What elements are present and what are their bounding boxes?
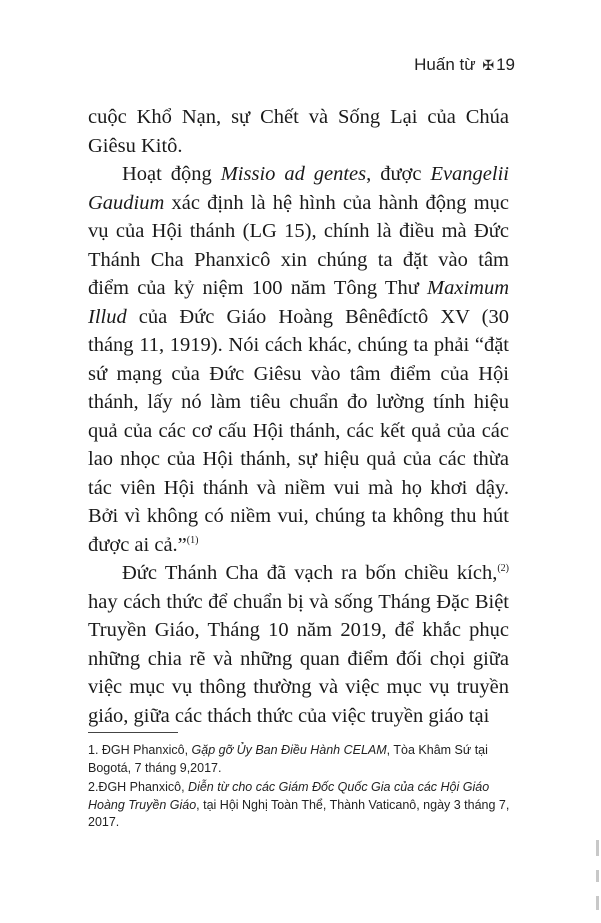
footnote-1-text-b: , Tòa Khâm Sứ tại Bogotá, 7 tháng 9,2017. xyxy=(88,743,488,775)
footnote-1 xyxy=(88,742,514,777)
footnote-2-text-a: 2.ĐGH Phanxicô, xyxy=(88,780,189,794)
footnote-1-italic: Gặp gỡ Ủy Ban Điều Hành CELAM xyxy=(191,743,387,757)
page-edge-mark xyxy=(596,870,599,882)
paragraph-2 xyxy=(88,160,509,559)
paragraph-2-italic-evangelii: Evangelii Gaudium xyxy=(88,163,509,214)
running-title: Huấn từ xyxy=(414,55,476,74)
paragraph-1: cuộc Khổ Nạn, sự Chết và Sống Lại của Chúa Giêsu Kitô. xyxy=(88,106,509,157)
footnote-2-italic: Diễn từ cho các Giám Đốc Quốc Gia của các Hội Giáo Hoàng Truyền Giáo xyxy=(88,780,490,812)
cross-icon: ✠ xyxy=(482,57,495,73)
paragraph-2-italic-missio: Missio ad gentes xyxy=(220,163,367,185)
page-edge-mark xyxy=(596,840,599,856)
footnotes xyxy=(88,742,514,834)
paragraph-2-text-d: của Đức Giáo Hoàng Bênêđíctô XV (30 tháng 11, 1919). Nói cách khác, chúng ta phải “đặt sứ mạng của Đức Giêsu vào tâm điểm của Hội thánh, lấy nó làm tiêu chuẩn đo lường tính hiệu quả của các cơ cấu Hội thánh, các kết quả của các lao nhọc của Hội thánh, sự hiệu quả của các thừa tác viên Hội thánh và niềm vui mà họ khơi dậy. Bởi vì không có niềm vui, chúng ta không thu hút được ai cả.” xyxy=(88,305,509,556)
paragraph-2-italic-maximum: Maximum Illud xyxy=(88,277,509,328)
paragraph-2-text-b: , được xyxy=(366,163,431,185)
footnote-2-text-b: , tại Hội Nghị Toàn Thể, Thành Vaticanô, ngày 3 tháng 7, 2017. xyxy=(88,797,510,829)
paragraph-2-text-a: Hoạt động xyxy=(122,163,221,185)
paragraph-2-text-c: xác định là hệ hình của hành động mục vụ của Hội thánh (LG 15), chính là điều mà Đức Thánh Cha Phanxicô xin chúng ta đặt vào tâm điểm của kỷ niệm 100 năm Tông Thư xyxy=(88,191,509,299)
footnote-ref-1[interactable]: (1) xyxy=(186,534,199,546)
paragraph-3-text-a: Đức Thánh Cha đã vạch ra bốn chiều kích, xyxy=(122,562,498,584)
footnote-2 xyxy=(88,779,514,832)
page-number: 19 xyxy=(496,55,515,74)
footnote-divider xyxy=(88,732,178,733)
running-header xyxy=(414,55,515,75)
footnote-ref-2[interactable]: (2) xyxy=(497,563,509,575)
footnote-1-text-a: 1. ĐGH Phanxicô, xyxy=(88,743,192,757)
page-edge-mark xyxy=(596,896,599,910)
paragraph-3-text-b: hay cách thức để chuẩn bị và sống Tháng Đặc Biệt Truyền Giáo, Tháng 10 năm 2019, để khắc phục những chia rẽ và những quan điểm đối chọi giữa việc mục vụ thông thường và việc mục vụ truyền giáo, giữa các thách thức của việc truyền giáo tại xyxy=(88,590,509,727)
paragraph-3 xyxy=(88,559,509,730)
main-text xyxy=(88,103,509,730)
